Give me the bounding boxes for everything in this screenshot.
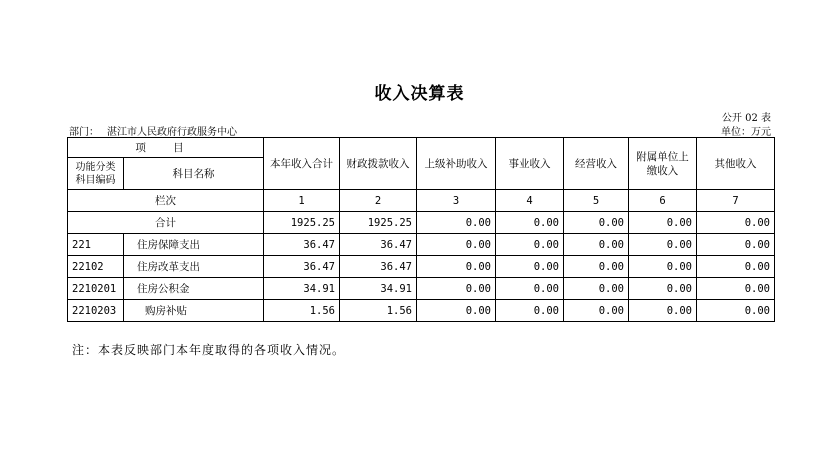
col-number: 5: [564, 190, 629, 212]
value-cell: 0.00: [417, 234, 496, 256]
row-number-label: 栏次: [68, 190, 264, 212]
value-cell: 0.00: [697, 278, 775, 300]
value-cell: 0.00: [697, 256, 775, 278]
value-cell: 36.47: [264, 256, 340, 278]
value-cell: 0.00: [564, 234, 629, 256]
table-note: 注：本表反映部门本年度取得的各项收入情况。: [72, 343, 346, 357]
subject-code: 2210203: [68, 300, 124, 322]
value-cell: 0.00: [417, 278, 496, 300]
header-col-7: 其他收入: [697, 138, 775, 190]
value-cell: 34.91: [264, 278, 340, 300]
value-cell: 0.00: [496, 300, 564, 322]
total-cell: 1925.25: [264, 212, 340, 234]
header-item-group: 项 目: [68, 138, 264, 158]
subject-name: 购房补贴: [124, 300, 264, 322]
value-cell: 36.47: [264, 234, 340, 256]
header-col-3: 上级补助收入: [417, 138, 496, 190]
col-number: 7: [697, 190, 775, 212]
page-title: 收入决算表: [374, 84, 465, 104]
value-cell: 34.91: [340, 278, 417, 300]
subject-code: 22102: [68, 256, 124, 278]
value-cell: 0.00: [629, 234, 697, 256]
header-col-4: 事业收入: [496, 138, 564, 190]
subject-name: 住房改革支出: [124, 256, 264, 278]
total-cell: 0.00: [564, 212, 629, 234]
value-cell: 0.00: [564, 256, 629, 278]
value-cell: 0.00: [629, 256, 697, 278]
col-number: 3: [417, 190, 496, 212]
table-row: [68, 234, 775, 256]
income-table: [67, 137, 775, 322]
department-label: 部门：: [69, 127, 99, 138]
value-cell: 0.00: [564, 300, 629, 322]
header-col-2: 财政拨款收入: [340, 138, 417, 190]
value-cell: 1.56: [264, 300, 340, 322]
value-cell: 0.00: [417, 300, 496, 322]
table-row: [68, 278, 775, 300]
col-number: 4: [496, 190, 564, 212]
total-cell: 0.00: [417, 212, 496, 234]
value-cell: 0.00: [629, 300, 697, 322]
header-name-label: 科目名称: [124, 158, 264, 190]
total-row: [68, 212, 775, 234]
col-number: 1: [264, 190, 340, 212]
table-row: [68, 300, 775, 322]
value-cell: 36.47: [340, 234, 417, 256]
col-number: 6: [629, 190, 697, 212]
header-col-1: 本年收入合计: [264, 138, 340, 190]
total-cell: 1925.25: [340, 212, 417, 234]
value-cell: 0.00: [564, 278, 629, 300]
total-cell: 0.00: [496, 212, 564, 234]
value-cell: 36.47: [340, 256, 417, 278]
unit-label: 单位：万元: [721, 127, 771, 138]
table-row: [68, 256, 775, 278]
subject-code: 221: [68, 234, 124, 256]
value-cell: 0.00: [417, 256, 496, 278]
value-cell: 0.00: [496, 278, 564, 300]
value-cell: 0.00: [697, 300, 775, 322]
col-number: 2: [340, 190, 417, 212]
total-cell: 0.00: [697, 212, 775, 234]
department-name: 湛江市人民政府行政服务中心: [107, 127, 237, 138]
header-code-label: 功能分类科目编码: [68, 158, 124, 190]
value-cell: 0.00: [496, 234, 564, 256]
total-label: 合计: [68, 212, 264, 234]
value-cell: 0.00: [629, 278, 697, 300]
subject-code: 2210201: [68, 278, 124, 300]
form-number: 公开 02 表: [721, 113, 771, 124]
value-cell: 0.00: [496, 256, 564, 278]
value-cell: 1.56: [340, 300, 417, 322]
value-cell: 0.00: [697, 234, 775, 256]
subject-name: 住房保障支出: [124, 234, 264, 256]
total-cell: 0.00: [629, 212, 697, 234]
header-col-6: 附属单位上缴收入: [629, 138, 697, 190]
header-col-5: 经营收入: [564, 138, 629, 190]
subject-name: 住房公积金: [124, 278, 264, 300]
